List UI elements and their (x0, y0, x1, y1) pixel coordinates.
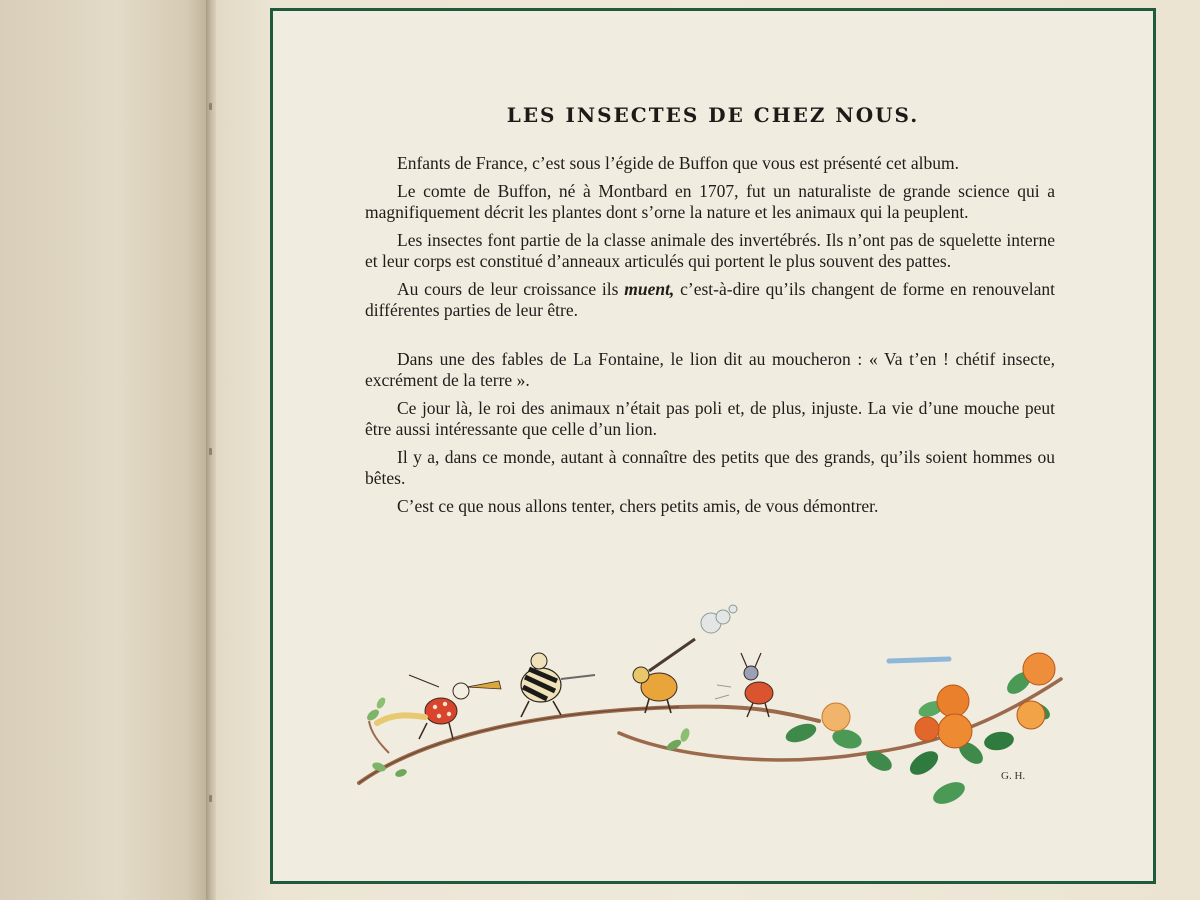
paragraph-muent: Au cours de leur croissance ils muent, c’est-à-dire qu’ils changent de forme en renouvelant différentes parties de leur être. (365, 279, 1055, 320)
paragraph-buffon: Le comte de Buffon, né à Montbard en 1707, fut un naturaliste de grande science qui a magnifiquement décrit les plantes dont s’orne la nature et les animaux qui la peuplent. (365, 181, 1055, 222)
left-page (0, 0, 212, 900)
illustrator-signature: G. H. (1001, 770, 1026, 782)
leaf (930, 778, 968, 809)
binding-stitch (209, 795, 212, 802)
paragraph-conclusion: C’est ce que nous allons tenter, chers petits amis, de vous démontrer. (397, 496, 879, 516)
twig (369, 721, 389, 753)
binding-stitch (209, 103, 212, 110)
apple (822, 703, 850, 731)
apple (1017, 701, 1045, 729)
leaf (375, 696, 387, 710)
apple (1023, 653, 1055, 685)
branch-illustration (349, 583, 1079, 819)
leaf (906, 746, 943, 779)
emphasis-muent: muent, (624, 279, 675, 299)
leaf (394, 768, 408, 779)
leaf (783, 720, 819, 746)
page-title: LES INSECTES DE CHEZ NOUS. (506, 103, 920, 127)
insect-beetle (521, 653, 595, 717)
leaf (679, 727, 691, 743)
paragraph-intro: Enfants de France, c’est sous l’égide de Buffon que vous est présenté cet album. (397, 153, 959, 173)
page-frame (270, 8, 1156, 884)
sky-accent (889, 659, 949, 661)
body-text (365, 153, 1055, 524)
apple (938, 714, 972, 748)
paragraph-fable: Dans une des fables de La Fontaine, le lion dit au moucheron : « Va t’en ! chétif insecte, excrément de la terre ». (365, 349, 1055, 390)
paragraph-petits-grands: Il y a, dans ce monde, autant à connaître des petits que des grands, qu’ils soient hommes ou bêtes. (365, 447, 1055, 488)
paragraph-roi: Ce jour là, le roi des animaux n’était pas poli et, de plus, injuste. La vie d’une mouche peut être aussi intéressante que celle d’un lion. (365, 398, 1055, 439)
leaf (983, 730, 1016, 753)
apple (937, 685, 969, 717)
apple (915, 717, 939, 741)
binding-stitch (209, 448, 212, 455)
paragraph-invertebres: Les insectes font partie de la classe animale des invertébrés. Ils n’ont pas de squelette interne et leur corps est constitué d’anneaux articulés qui portent le plus souvent des pattes. (365, 230, 1055, 271)
